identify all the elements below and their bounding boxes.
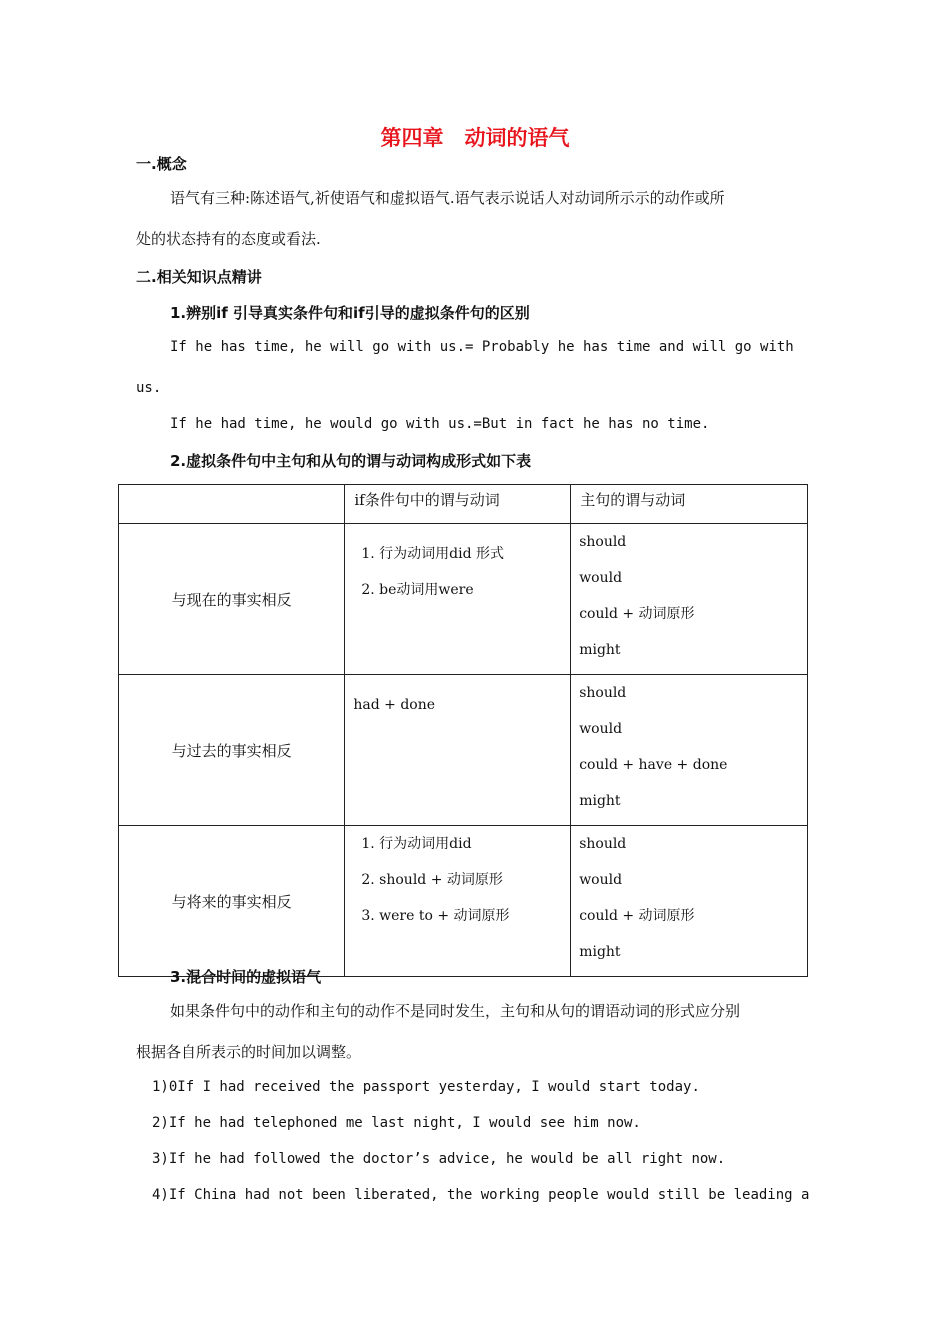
table-row bbox=[119, 524, 808, 675]
subheading-1: 1.辨别if 引导真实条件句和if引导的虚拟条件句的区别 bbox=[170, 304, 530, 322]
list-item: had + done bbox=[353, 697, 436, 713]
subheading-3: 3.混合时间的虚拟语气 bbox=[170, 968, 322, 986]
concept-paragraph-line-1: 语气有三种:陈述语气,祈使语气和虚拟语气.语气表示说话人对动词所示示的动作或所 bbox=[170, 189, 725, 207]
list-item: 2. should + 动词原形 bbox=[361, 872, 503, 888]
list-item: would bbox=[579, 570, 623, 586]
list-item: would bbox=[579, 721, 623, 737]
list-item: should bbox=[579, 534, 627, 550]
table-header-row bbox=[119, 485, 808, 524]
example-1-line-2: us. bbox=[136, 380, 162, 396]
list-item: might bbox=[579, 642, 621, 658]
list-item: should bbox=[579, 836, 627, 852]
table-row bbox=[119, 675, 808, 826]
example-1-line-1: If he has time, he will go with us.= Probably he has time and will go with bbox=[170, 339, 794, 355]
list-item: 2. be动词用were bbox=[361, 582, 474, 598]
subheading-2: 2.虚拟条件句中主句和从句的谓与动词构成形式如下表 bbox=[170, 452, 532, 470]
list-item: could + have + done bbox=[579, 757, 728, 773]
if-clause-cell bbox=[345, 524, 571, 675]
row-label: 与将来的事实相反 bbox=[119, 826, 345, 977]
main-clause-cell bbox=[571, 826, 808, 977]
main-clause-cell bbox=[571, 675, 808, 826]
table-header-cell: 主句的谓与动词 bbox=[571, 485, 808, 524]
mixed-time-paragraph-line-1: 如果条件句中的动作和主句的动作不是同时发生，主句和从句的谓语动词的形式应分别 bbox=[170, 1002, 741, 1020]
main-clause-cell bbox=[571, 524, 808, 675]
list-item: 1)0If I had received the passport yesterday, I would start today. bbox=[152, 1079, 700, 1095]
list-item: might bbox=[579, 944, 621, 960]
table-header-cell: if条件句中的谓与动词 bbox=[345, 485, 571, 524]
list-item: might bbox=[579, 793, 621, 809]
row-label: 与过去的事实相反 bbox=[119, 675, 345, 826]
list-item: 1. 行为动词用did bbox=[361, 836, 472, 852]
if-clause-cell bbox=[345, 826, 571, 977]
section-heading-knowledge: 二.相关知识点精讲 bbox=[136, 268, 262, 286]
list-item: 2)If he had telephoned me last night, I would see him now. bbox=[152, 1115, 641, 1131]
list-item: could + 动词原形 bbox=[579, 606, 695, 622]
example-2: If he had time, he would go with us.=But in fact he has no time. bbox=[170, 416, 710, 432]
if-clause-cell bbox=[345, 675, 571, 826]
row-label: 与现在的事实相反 bbox=[119, 524, 345, 675]
list-item: should bbox=[579, 685, 627, 701]
subjunctive-table bbox=[118, 484, 808, 977]
table-row bbox=[119, 826, 808, 977]
page-title: 第四章 动词的语气 bbox=[380, 126, 570, 150]
mixed-time-paragraph-line-2: 根据各自所表示的时间加以调整。 bbox=[136, 1043, 362, 1061]
list-item: 3)If he had followed the doctor’s advice, he would be all right now. bbox=[152, 1151, 726, 1167]
table-header-cell bbox=[119, 485, 345, 524]
list-item: 3. were to + 动词原形 bbox=[361, 908, 510, 924]
list-item: would bbox=[579, 872, 623, 888]
list-item: 1. 行为动词用did 形式 bbox=[361, 546, 505, 562]
concept-paragraph-line-2: 处的状态持有的态度或看法. bbox=[136, 230, 321, 248]
list-item: 4)If China had not been liberated, the working people would still be leading a bbox=[152, 1187, 810, 1203]
list-item: could + 动词原形 bbox=[579, 908, 695, 924]
section-heading-concept: 一.概念 bbox=[136, 155, 187, 173]
